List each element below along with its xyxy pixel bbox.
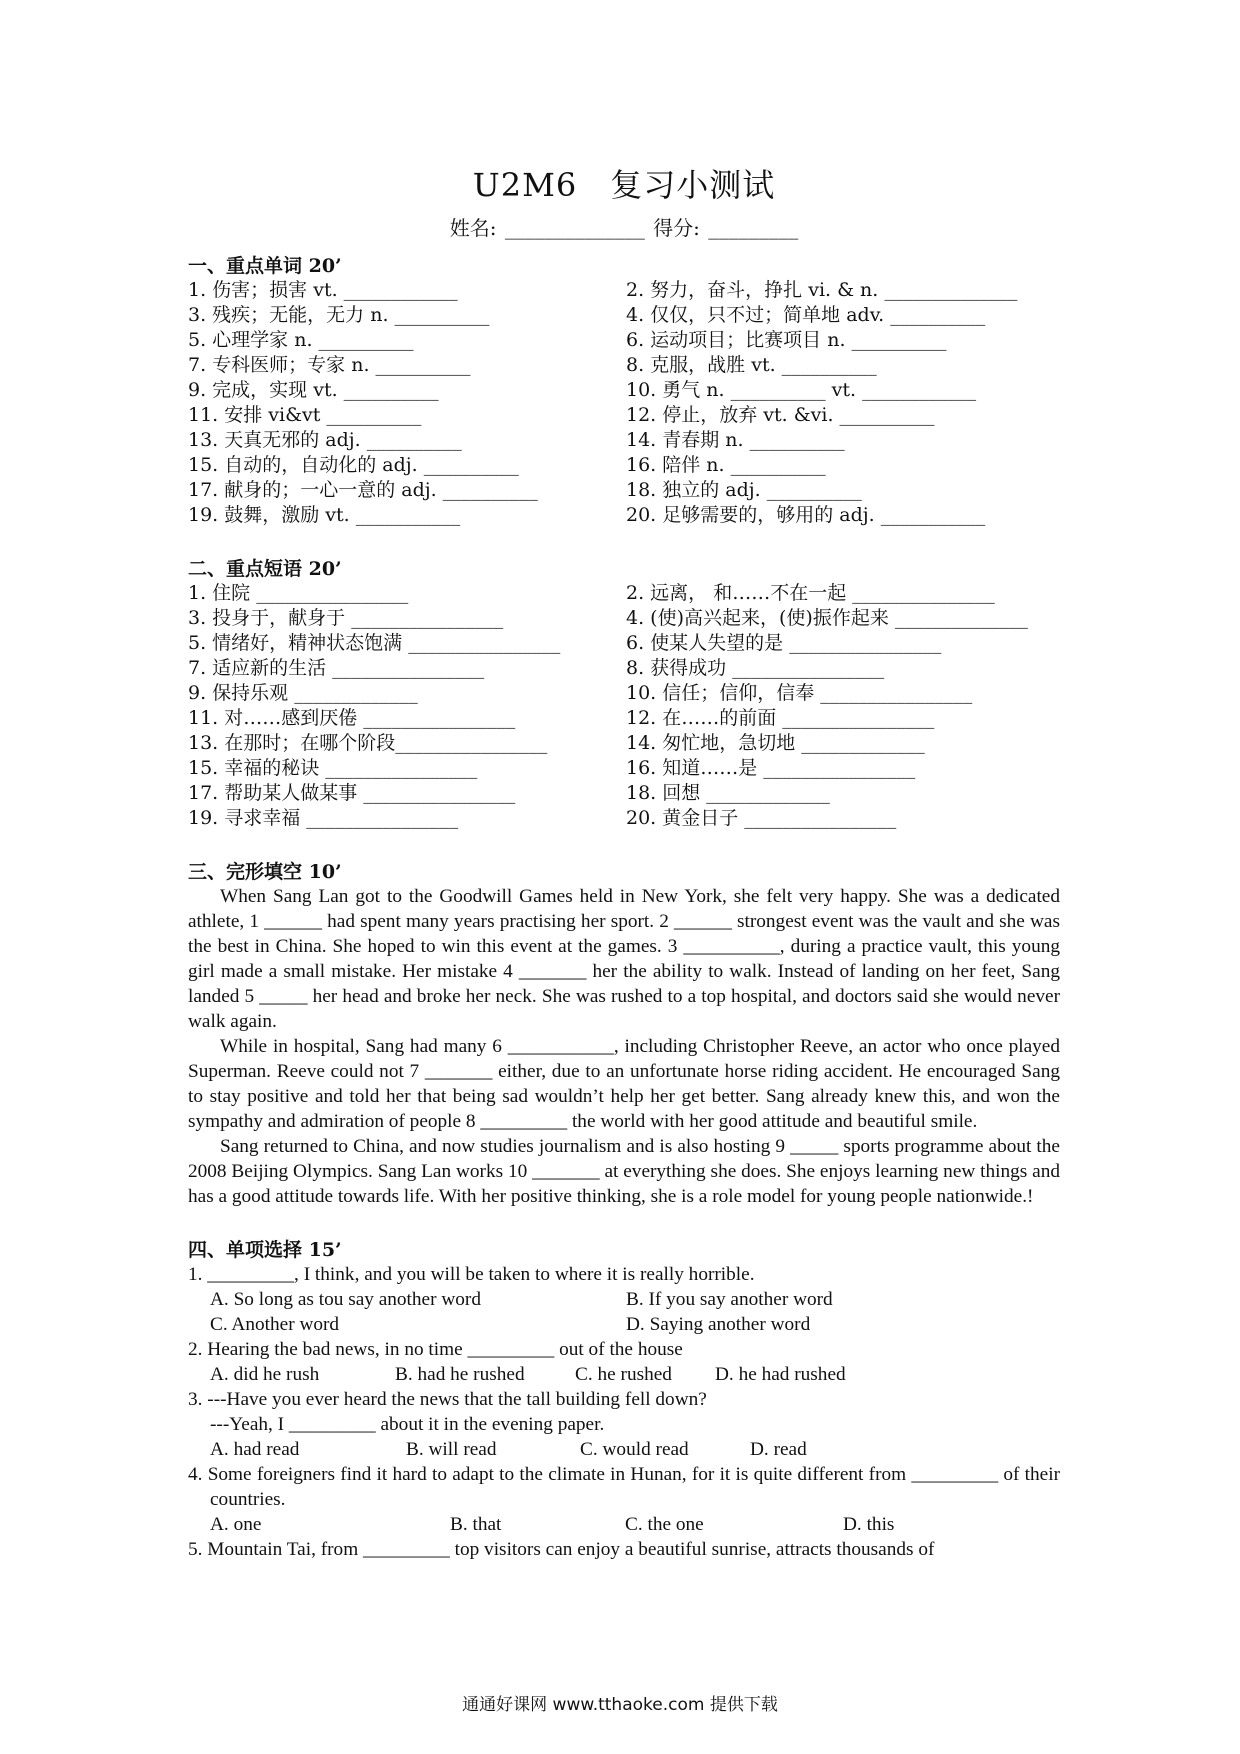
vocab-item-1: 1. 伤害；损害 vt. ____________: [188, 279, 458, 301]
phrase-item-18: 18. 回想 _____________: [626, 782, 830, 804]
phrase-item-14: 14. 匆忙地，急切地 _____________: [626, 732, 925, 754]
phrase-item-4: 4. (使)高兴起来，(使)振作起来 ______________: [626, 607, 1028, 629]
section-vocabulary-title: 一、重点单词 20’: [188, 255, 342, 277]
option-a: A. did he rush: [210, 1364, 320, 1385]
page-footer: 通通好课网 www.tthaoke.com 提供下载: [462, 1695, 778, 1715]
phrase-item-19: 19. 寻求幸福 ________________: [188, 807, 459, 829]
phrase-item-10: 10. 信任；信仰，信奉 ________________: [626, 682, 973, 704]
vocab-item-4: 4. 仅仅，只不过；简单地 adv. __________: [626, 304, 986, 326]
vocab-item-5: 5. 心理学家 n. __________: [188, 329, 414, 351]
question-2-stem: 2. Hearing the bad news, in no time _________ out of the house: [188, 1339, 683, 1360]
vocab-item-9: 9. 完成，实现 vt. __________: [188, 379, 439, 401]
phrase-item-13: 13. 在那时；在哪个阶段________________: [188, 732, 548, 754]
vocab-item-20: 20. 足够需要的，够用的 adj. ___________: [626, 504, 986, 526]
phrase-item-16: 16. 知道……是 ________________: [626, 757, 916, 779]
question-3-stem: 3. ---Have you ever heard the news that the tall building fell down?: [188, 1389, 707, 1410]
option-d: D. this: [843, 1514, 895, 1535]
option-b: B. If you say another word: [626, 1289, 833, 1310]
section-phrases-title: 二、重点短语 20’: [188, 558, 342, 580]
question-3-stem-reply: ---Yeah, I _________ about it in the evening paper.: [210, 1414, 605, 1435]
page-title: U2M6 复习小测试: [472, 166, 776, 204]
option-a: A. one: [210, 1514, 262, 1535]
phrase-item-15: 15. 幸福的秘诀 ________________: [188, 757, 478, 779]
vocab-item-17: 17. 献身的；一心一意的 adj. __________: [188, 479, 538, 501]
question-1-stem: 1. _________, I think, and you will be taken to where it is really horrible.: [188, 1264, 755, 1285]
question-5-stem: 5. Mountain Tai, from _________ top visitors can enjoy a beautiful sunrise, attracts thousands of: [188, 1539, 935, 1560]
vocab-item-8: 8. 克服，战胜 vt. __________: [626, 354, 877, 376]
option-b: B. had he rushed: [395, 1364, 525, 1385]
option-c: C. would read: [580, 1439, 689, 1460]
cloze-paragraph-3: Sang returned to China, and now studies journalism and is also hosting 9 _____ sports programme about the 2008 Beijing Olympics. Sang Lan works 10 _______ at everything she does. She enjoys learning new things and has a good attitude towards life. With her positive thinking, she is a role model for young people nationwide.!: [188, 1136, 1060, 1207]
question-2-options: [188, 1362, 1060, 1387]
question-4-options: [188, 1512, 1060, 1537]
phrase-item-9: 9. 保持乐观 _____________: [188, 682, 418, 704]
phrase-item-20: 20. 黄金日子 ________________: [626, 807, 897, 829]
vocab-item-11: 11. 安排 vi&vt __________: [188, 404, 422, 426]
phrase-list: [188, 581, 1060, 831]
cloze-paragraph-2: While in hospital, Sang had many 6 ___________, including Christopher Reeve, an actor who once played Superman. Reeve could not 7 _______ either, due to an unfortunate horse riding accident. He encouraged Sang to stay positive and told her that being sad wouldn’t help her get better. Sang already knew this, and won the sympathy and admiration of people 8 _________ the world with her good attitude and beautiful smile.: [188, 1036, 1060, 1132]
option-c: C. Another word: [210, 1314, 340, 1335]
phrase-item-7: 7. 适应新的生活 ________________: [188, 657, 485, 679]
vocabulary-list: [188, 278, 1060, 528]
option-a: A. had read: [210, 1439, 300, 1460]
vocab-item-10: 10. 勇气 n. __________ vt. ____________: [626, 379, 977, 401]
vocab-item-2: 2. 努力，奋斗，挣扎 vi. & n. ______________: [626, 279, 1018, 301]
vocab-item-14: 14. 青春期 n. __________: [626, 429, 845, 451]
vocab-item-15: 15. 自动的，自动化的 adj. __________: [188, 454, 519, 476]
section-cloze-title: 三、完形填空 10’: [188, 861, 342, 883]
option-b: B. that: [450, 1514, 502, 1535]
question-1-options: [188, 1287, 1060, 1337]
phrase-item-1: 1. 住院 ________________: [188, 582, 409, 604]
vocab-item-7: 7. 专科医师；专家 n. __________: [188, 354, 471, 376]
phrase-item-6: 6. 使某人失望的是 ________________: [626, 632, 942, 654]
cloze-passage: [188, 884, 1060, 1209]
question-3-options: [188, 1437, 1060, 1462]
option-d: D. he had rushed: [715, 1364, 846, 1385]
section-choice-title: 四、单项选择 15’: [188, 1239, 342, 1261]
option-d: D. read: [750, 1439, 807, 1460]
vocab-item-18: 18. 独立的 adj. __________: [626, 479, 862, 501]
phrase-item-8: 8. 获得成功 ________________: [626, 657, 885, 679]
vocab-item-19: 19. 鼓舞，激励 vt. ___________: [188, 504, 461, 526]
vocab-item-13: 13. 天真无邪的 adj. __________: [188, 429, 462, 451]
option-b: B. will read: [406, 1439, 497, 1460]
option-d: D. Saying another word: [626, 1314, 811, 1335]
option-a: A. So long as tou say another word: [210, 1289, 481, 1310]
option-c: C. he rushed: [575, 1364, 672, 1385]
phrase-item-5: 5. 情绪好，精神状态饱满 ________________: [188, 632, 561, 654]
phrase-item-2: 2. 远离， 和……不在一起 _______________: [626, 582, 995, 604]
vocab-item-6: 6. 运动项目；比赛项目 n. __________: [626, 329, 947, 351]
phrase-item-12: 12. 在……的前面 ________________: [626, 707, 935, 729]
choice-questions: [188, 1262, 1060, 1562]
question-4-stem: 4. Some foreigners find it hard to adapt to the climate in Hunan, for it is quite different from _________ of their countries.: [188, 1464, 1060, 1510]
worksheet-page: [188, 160, 1060, 1562]
vocab-item-12: 12. 停止，放弃 vt. &vi. __________: [626, 404, 935, 426]
name-score-line: 姓名: ______________ 得分: _________: [449, 216, 799, 240]
phrase-item-17: 17. 帮助某人做某事 ________________: [188, 782, 516, 804]
phrase-item-11: 11. 对……感到厌倦 ________________: [188, 707, 516, 729]
vocab-item-16: 16. 陪伴 n. __________: [626, 454, 826, 476]
option-c: C. the one: [625, 1514, 704, 1535]
vocab-item-3: 3. 残疾；无能，无力 n. __________: [188, 304, 490, 326]
cloze-paragraph-1: When Sang Lan got to the Goodwill Games held in New York, she felt very happy. She was a dedicated athlete, 1 ______ had spent many years practising her sport. 2 ______ strongest event was the vault and she was the best in China. She hoped to win this event at the games. 3 __________, during a practice vault, this young girl made a small mistake. Her mistake 4 _______ her the ability to walk. Instead of landing on her feet, Sang landed 5 _____ her head and broke her neck. She was rushed to a top hospital, and doctors said she would never walk again.: [188, 886, 1060, 1032]
phrase-item-3: 3. 投身于，献身于 ________________: [188, 607, 504, 629]
